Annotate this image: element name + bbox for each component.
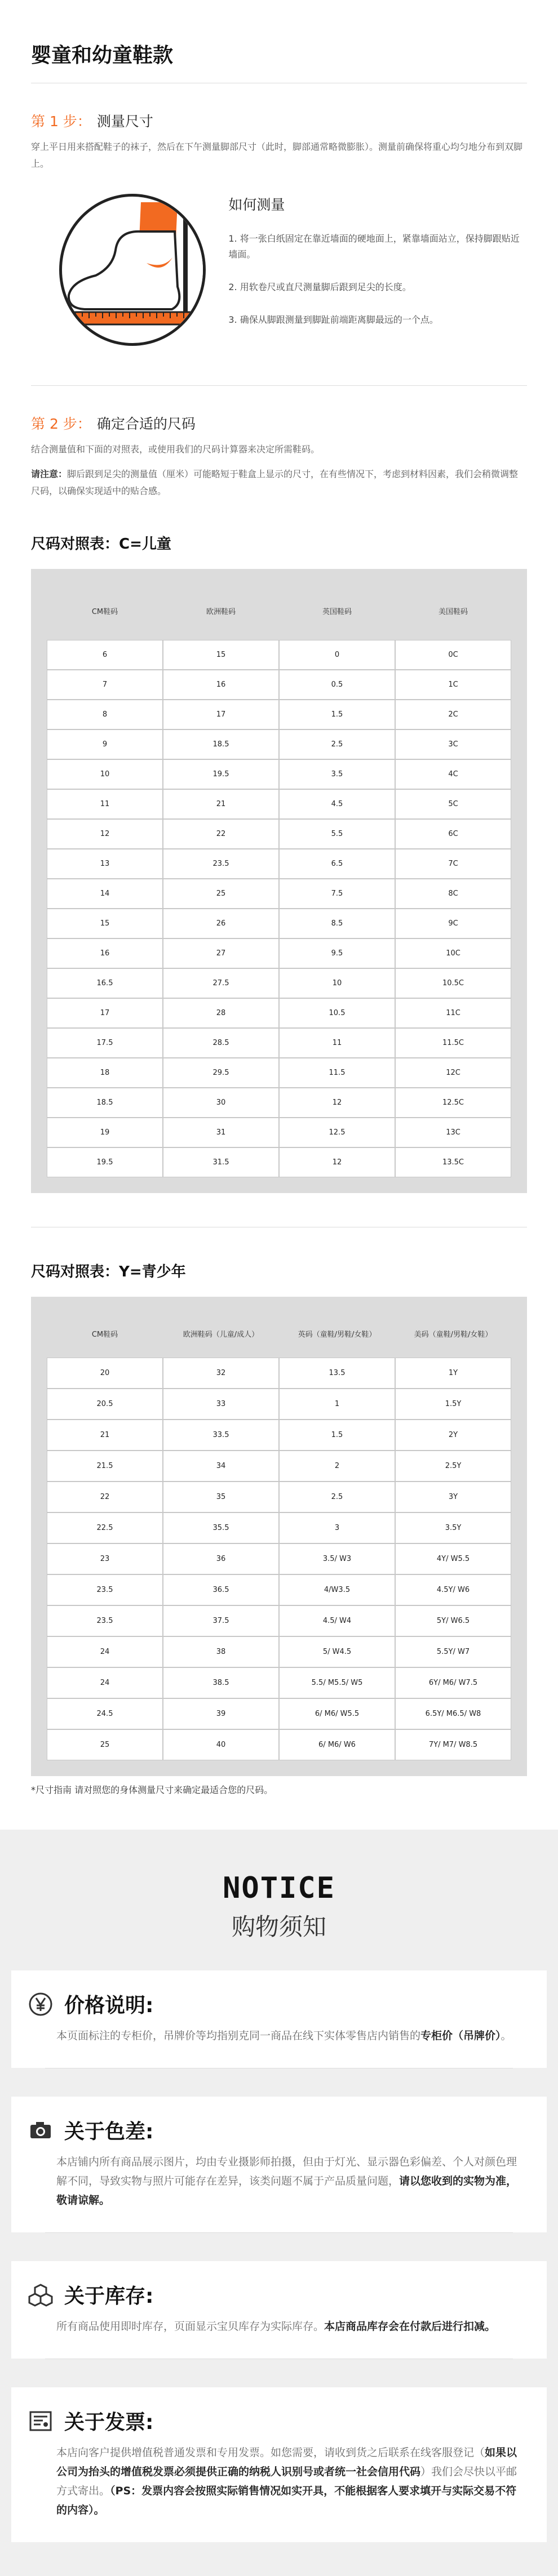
table-cell: 29.5 — [163, 1058, 279, 1088]
table-row — [47, 1088, 511, 1118]
table-cell: 21.5 — [47, 1451, 163, 1481]
table-cell: 4.5 — [279, 789, 395, 819]
invoice-text-pre: 本店向客户提供增值税普通发票和专用发票。如您需要，请收到货之后联系在线客服登记（ — [56, 2446, 485, 2459]
table-header: 美码（童鞋/男鞋/女鞋） — [414, 1330, 493, 1339]
table-cell: 4/W3.5 — [279, 1574, 395, 1605]
price-text — [28, 2026, 524, 2045]
table-cell: 40 — [163, 1729, 279, 1760]
note-text: 脚后跟到足尖的测量值（厘米）可能略短于鞋盒上显示的尺寸，在有些情况下，考虑到材料因素，我们会稍微调整尺码，以确保实现适中的贴合感。 — [31, 469, 519, 496]
table-cell: 5.5Y/ W7 — [395, 1636, 511, 1667]
table-cell: 18.5 — [163, 729, 279, 759]
table-cell: 6Y/ M6/ W7.5 — [395, 1667, 511, 1698]
table-cell: 35.5 — [163, 1512, 279, 1543]
table-cell: 21 — [47, 1420, 163, 1451]
price-text-pre: 本页面标注的专柜价，吊牌价等均指别克同一商品在线下实体零售店内销售的 — [56, 2030, 421, 2042]
table-cell: 5.5/ M5.5/ W5 — [279, 1667, 395, 1698]
table-cell: 11.5C — [395, 1028, 511, 1058]
table-cell: 11.5 — [279, 1058, 395, 1088]
table-cell: 1.5 — [279, 1420, 395, 1451]
table-cell: 6.5 — [279, 849, 395, 879]
step1-heading — [31, 110, 527, 131]
step1-desc: 穿上平日用来搭配鞋子的袜子，然后在下午测量脚部尺寸（此时，脚部通常略微膨胀）。测量前确保将重心均匀地分布到双脚上。 — [31, 141, 523, 169]
table-row — [47, 1636, 511, 1667]
table-cell: 33 — [163, 1389, 279, 1420]
color-text — [28, 2152, 524, 2210]
table-header: 英码（童鞋/男鞋/女鞋） — [298, 1330, 377, 1339]
step1-title: 测量尺寸 — [96, 113, 153, 130]
notice-header — [6, 1871, 552, 1942]
table-cell: 17 — [163, 700, 279, 729]
table-cell: 34 — [163, 1451, 279, 1481]
stock-heading — [28, 2280, 524, 2309]
size-footnote: *尺寸指南 请对照您的身体测量尺寸来确定最适合您的尺码。 — [31, 1785, 273, 1795]
table-cell: 11 — [279, 1028, 395, 1058]
table-cell: 24 — [47, 1636, 163, 1667]
table-cell: 11 — [47, 789, 163, 819]
step2-desc: 结合测量值和下面的对照表，或使用我们的尺码计算器来决定所需鞋码。 — [31, 444, 320, 455]
table-cell: 25 — [163, 879, 279, 909]
table-cell: 15 — [47, 909, 163, 938]
table-cell: 1C — [395, 670, 511, 700]
table-cell: 31.5 — [163, 1147, 279, 1177]
price-text-post: 。 — [501, 2030, 512, 2042]
table-cell: 7.5 — [279, 879, 395, 909]
table-row — [47, 1481, 511, 1512]
table-cell: 22 — [163, 819, 279, 849]
table-row — [47, 789, 511, 819]
how-title: 如何测量 — [228, 197, 285, 213]
table-header: 欧洲鞋码（儿童/成人） — [183, 1330, 259, 1339]
invoice-heading — [28, 2406, 524, 2435]
divider — [31, 385, 527, 386]
color-heading — [28, 2116, 524, 2145]
table-cell: 14 — [47, 879, 163, 909]
table-row — [47, 1358, 511, 1389]
step1-section — [0, 110, 558, 385]
table1-container — [31, 569, 527, 1193]
table-cell: 23.5 — [47, 1605, 163, 1636]
table-cell: 2.5 — [279, 1481, 395, 1512]
table-row — [47, 729, 511, 759]
table-row — [47, 1147, 511, 1177]
how-step-2: 2. 用软卷尺或直尺测量脚后跟到足尖的长度。 — [228, 282, 411, 292]
table-cell: 23.5 — [163, 849, 279, 879]
how-step-1: 1. 将一张白纸固定在靠近墙面的硬地面上，紧靠墙面站立，保持脚跟贴近墙面。 — [228, 233, 520, 260]
step1-number: 第 1 步： — [31, 113, 91, 130]
table-cell: 0.5 — [279, 670, 395, 700]
table-row — [47, 700, 511, 729]
table-cell: 12.5 — [279, 1118, 395, 1147]
table-cell: 10 — [279, 968, 395, 998]
table-row — [47, 998, 511, 1028]
table-cell: 5/ W4.5 — [279, 1636, 395, 1667]
table-header: CM鞋码 — [91, 1330, 118, 1339]
step2-number: 第 2 步： — [31, 416, 91, 432]
table-cell: 12 — [279, 1147, 395, 1177]
table-cell: 2C — [395, 700, 511, 729]
table-row — [47, 1729, 511, 1760]
table-cell: 6C — [395, 819, 511, 849]
foot-measure-illustration — [59, 194, 206, 346]
table-cell: 10.5C — [395, 968, 511, 998]
divider — [45, 2232, 513, 2233]
table-cell: 17.5 — [47, 1028, 163, 1058]
table-cell: 19 — [47, 1118, 163, 1147]
table-cell: 38 — [163, 1636, 279, 1667]
color-title: 关于色差: — [64, 2120, 154, 2143]
table-cell: 9 — [47, 729, 163, 759]
stock-text-pre: 所有商品使用即时库存，页面显示宝贝库存为实际库存。 — [56, 2320, 325, 2333]
table-cell: 6 — [47, 640, 163, 670]
stock-text — [28, 2317, 524, 2336]
table-header: 欧洲鞋码 — [206, 607, 236, 616]
invoice-title: 关于发票: — [64, 2411, 154, 2434]
table-row — [47, 759, 511, 789]
table-cell: 4.5/ W4 — [279, 1605, 395, 1636]
table-row — [47, 879, 511, 909]
table-cell: 27.5 — [163, 968, 279, 998]
table-cell: 16 — [163, 670, 279, 700]
table-cell: 0C — [395, 640, 511, 670]
color-text-bold: 请以您收到的实物为准，敬请谅解。 — [56, 2175, 517, 2206]
table-row — [47, 1512, 511, 1543]
table-row — [47, 670, 511, 700]
notice-section — [0, 1830, 558, 2576]
table-cell: 28.5 — [163, 1028, 279, 1058]
table-cell: 10.5 — [279, 998, 395, 1028]
table-cell: 8 — [47, 700, 163, 729]
table-cell: 2.5 — [279, 729, 395, 759]
invoice-text-bold: 如果以公司为抬头的增值税发票必须提供正确的纳税人识别号或者统一社会信用代码 — [56, 2446, 517, 2478]
step2-heading — [31, 413, 527, 433]
camera-icon — [28, 2118, 53, 2143]
table2-container — [31, 1297, 527, 1776]
table-cell: 4.5Y/ W6 — [395, 1574, 511, 1605]
table-cell: 15 — [163, 640, 279, 670]
table-cell: 18 — [47, 1058, 163, 1088]
page-title: 婴童和幼童鞋款 — [31, 44, 174, 67]
table-cell: 23.5 — [47, 1574, 163, 1605]
invoice-text-mid: ）我们会尽快以平邮方式寄出。 — [56, 2466, 517, 2497]
table-cell: 17 — [47, 998, 163, 1028]
table-cell: 3.5/ W3 — [279, 1543, 395, 1574]
table-cell: 25 — [47, 1729, 163, 1760]
color-text-pre: 本店铺内所有商品展示图片，均由专业摄影师拍摄，但由于灯光、显示器色彩偏差、个人对颜色理解不同，导致实物与照片可能存在差异，该类问题不属于产品质量问题， — [56, 2156, 517, 2187]
table-cell: 23 — [47, 1543, 163, 1574]
table-cell: 22 — [47, 1481, 163, 1512]
table-cell: 12.5C — [395, 1088, 511, 1118]
size-table-children — [47, 581, 511, 1177]
notice-title-en: NOTICE — [223, 1871, 335, 1905]
table-row — [47, 909, 511, 938]
invoice-text-bold2: （PS：发票内容会按照实际销售情况如实开具，不能根据客人要求填开与实际交易不符的内容）。 — [56, 2485, 517, 2516]
table-cell: 16 — [47, 938, 163, 968]
price-text-bold: 专柜价（吊牌价） — [420, 2030, 501, 2042]
table-cell: 39 — [163, 1698, 279, 1729]
measure-block — [31, 194, 527, 385]
table-cell: 6/ M6/ W6 — [279, 1729, 395, 1760]
step2-title: 确定合适的尺码 — [96, 416, 196, 432]
table-cell: 0 — [279, 640, 395, 670]
table-cell: 5.5 — [279, 819, 395, 849]
table-cell: 3Y — [395, 1481, 511, 1512]
table-cell: 6/ M6/ W5.5 — [279, 1698, 395, 1729]
color-card — [11, 2097, 547, 2232]
table-cell: 33.5 — [163, 1420, 279, 1451]
foot-icon — [62, 197, 206, 343]
table-cell: 9.5 — [279, 938, 395, 968]
table-row — [47, 1420, 511, 1451]
table-cell: 13.5C — [395, 1147, 511, 1177]
table-cell: 13C — [395, 1118, 511, 1147]
table-cell: 32 — [163, 1358, 279, 1389]
table-cell: 4C — [395, 759, 511, 789]
table-cell: 1 — [279, 1389, 395, 1420]
table-cell: 2Y — [395, 1420, 511, 1451]
table-cell: 18.5 — [47, 1088, 163, 1118]
table-row — [47, 938, 511, 968]
table-cell: 35 — [163, 1481, 279, 1512]
table2-title: 尺码对照表：Y=青少年 — [31, 1263, 186, 1280]
table-row — [47, 1028, 511, 1058]
table-cell: 37.5 — [163, 1605, 279, 1636]
table-header: 美国鞋码 — [438, 607, 468, 616]
table-cell: 3.5Y — [395, 1512, 511, 1543]
table-cell: 28 — [163, 998, 279, 1028]
stock-card — [11, 2261, 547, 2359]
price-heading — [28, 1990, 524, 2018]
table-cell: 7Y/ M7/ W8.5 — [395, 1729, 511, 1760]
table-cell: 19.5 — [163, 759, 279, 789]
table-cell: 13 — [47, 849, 163, 879]
invoice-card — [11, 2387, 547, 2542]
table-cell: 6.5Y/ M6.5/ W8 — [395, 1698, 511, 1729]
table-cell: 10C — [395, 938, 511, 968]
table-row — [47, 1058, 511, 1088]
table-row — [47, 1118, 511, 1147]
table-cell: 3 — [279, 1512, 395, 1543]
table-cell: 24 — [47, 1667, 163, 1698]
table-cell: 30 — [163, 1088, 279, 1118]
size-table-youth — [47, 1309, 511, 1760]
stock-title: 关于库存: — [64, 2285, 154, 2308]
table-cell: 5Y/ W6.5 — [395, 1605, 511, 1636]
table-cell: 19.5 — [47, 1147, 163, 1177]
table-cell: 1Y — [395, 1358, 511, 1389]
table-row — [47, 1543, 511, 1574]
yen-icon — [28, 1992, 53, 2017]
stock-text-bold: 本店商品库存会在付款后进行扣减。 — [324, 2320, 496, 2333]
step2-section — [0, 413, 558, 500]
table-cell: 4Y/ W5.5 — [395, 1543, 511, 1574]
boxes-icon — [28, 2283, 53, 2307]
table-cell: 2.5Y — [395, 1451, 511, 1481]
table-row — [47, 640, 511, 670]
table-header: CM鞋码 — [91, 607, 118, 616]
table-cell: 12 — [47, 819, 163, 849]
how-to-measure — [228, 194, 527, 385]
table-row — [47, 1605, 511, 1636]
table-cell: 12 — [279, 1088, 395, 1118]
table-cell: 26 — [163, 909, 279, 938]
table-cell: 27 — [163, 938, 279, 968]
table-cell: 24.5 — [47, 1698, 163, 1729]
price-card — [11, 1970, 547, 2068]
table-row — [47, 1389, 511, 1420]
table-cell: 1.5 — [279, 700, 395, 729]
table-cell: 9C — [395, 909, 511, 938]
table-cell: 16.5 — [47, 968, 163, 998]
table-cell: 22.5 — [47, 1512, 163, 1543]
table-cell: 2 — [279, 1451, 395, 1481]
table-row — [47, 1574, 511, 1605]
table-cell: 12C — [395, 1058, 511, 1088]
table-cell: 8.5 — [279, 909, 395, 938]
table-cell: 8C — [395, 879, 511, 909]
table1-title: 尺码对照表：C=儿童 — [31, 536, 171, 553]
table-cell: 13.5 — [279, 1358, 395, 1389]
table-cell: 20.5 — [47, 1389, 163, 1420]
step2-note — [31, 466, 527, 500]
price-title: 价格说明: — [64, 1994, 154, 2017]
table-cell: 1.5Y — [395, 1389, 511, 1420]
table-row — [47, 1698, 511, 1729]
table-cell: 38.5 — [163, 1667, 279, 1698]
table-cell: 11C — [395, 998, 511, 1028]
table-cell: 7 — [47, 670, 163, 700]
invoice-text — [28, 2443, 524, 2520]
table-cell: 3.5 — [279, 759, 395, 789]
table-row — [47, 819, 511, 849]
table-cell: 20 — [47, 1358, 163, 1389]
table-cell: 7C — [395, 849, 511, 879]
table-cell: 36 — [163, 1543, 279, 1574]
table-cell: 21 — [163, 789, 279, 819]
table-row — [47, 1667, 511, 1698]
table-row — [47, 1451, 511, 1481]
table-header: 英国鞋码 — [322, 607, 352, 616]
notice-title-cn: 购物须知 — [231, 1913, 326, 1941]
table-cell: 10 — [47, 759, 163, 789]
table-row — [47, 968, 511, 998]
note-label: 请注意： — [31, 469, 68, 479]
table-row — [47, 849, 511, 879]
how-step-3: 3. 确保从脚跟测量到脚趾前端距离脚最远的一个点。 — [228, 314, 439, 325]
table-cell: 5C — [395, 789, 511, 819]
table-cell: 31 — [163, 1118, 279, 1147]
table-cell: 36.5 — [163, 1574, 279, 1605]
invoice-icon — [28, 2409, 53, 2433]
table-cell: 3C — [395, 729, 511, 759]
